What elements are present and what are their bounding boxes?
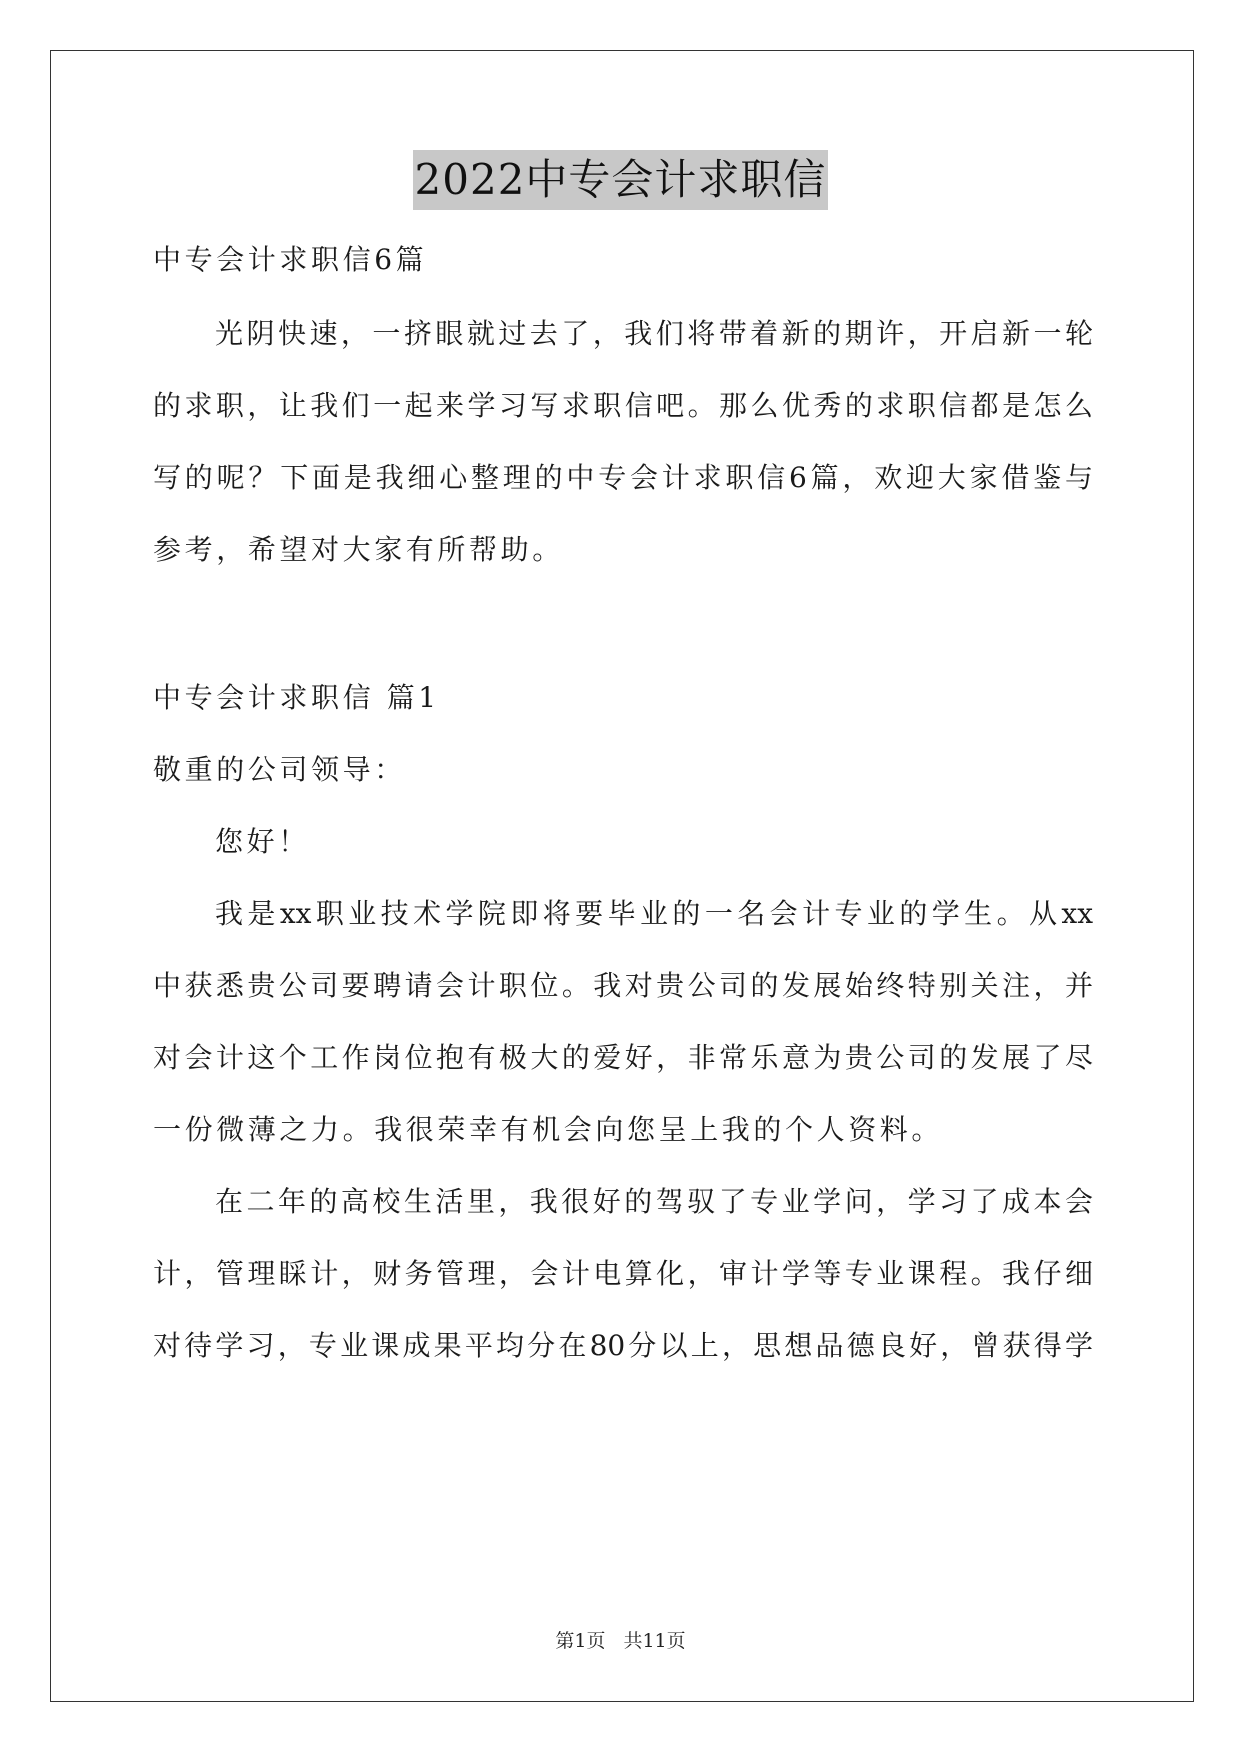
page-number: 第1页 [555,1630,606,1652]
paragraph2-line-2: 计，管理睬计，财务管理，会计电算化，审计学等专业课程。我仔细 [153,1257,1093,1290]
paragraph1-line-1: 我是xx职业技术学院即将要毕业的一名会计专业的学生。从xx [215,897,1093,930]
paragraph1-line-2: 中获悉贵公司要聘请会计职位。我对贵公司的发展始终特别关注，并 [153,969,1093,1002]
intro-line-3: 写的呢？下面是我细心整理的中专会计求职信6篇，欢迎大家借鉴与 [153,461,1093,494]
paragraph1-line-3: 对会计这个工作岗位抱有极大的爱好，非常乐意为贵公司的发展了尽 [153,1041,1093,1074]
page-footer [0,1628,1241,1654]
page-total: 共11页 [623,1630,686,1652]
page-border [50,50,1194,1702]
section-heading: 中专会计求职信 篇1 [153,681,440,714]
intro-line-2: 的求职，让我们一起来学习写求职信吧。那么优秀的求职信都是怎么 [153,389,1093,422]
document-subtitle: 中专会计求职信6篇 [153,243,428,276]
greeting: 您好！ [215,825,310,858]
paragraph2-line-3: 对待学习，专业课成果平均分在80分以上，思想品德良好，曾获得学 [153,1329,1093,1362]
paragraph1-line-4: 一份微薄之力。我很荣幸有机会向您呈上我的个人资料。 [153,1113,944,1146]
document-title: 2022中专会计求职信 [413,150,829,210]
salutation: 敬重的公司领导： [153,753,406,786]
intro-line-4: 参考，希望对大家有所帮助。 [153,533,564,566]
title-container [0,150,1241,210]
paragraph2-line-1: 在二年的高校生活里，我很好的驾驭了专业学问，学习了成本会 [215,1185,1093,1218]
intro-line-1: 光阴快速，一挤眼就过去了，我们将带着新的期许，开启新一轮 [215,317,1093,350]
